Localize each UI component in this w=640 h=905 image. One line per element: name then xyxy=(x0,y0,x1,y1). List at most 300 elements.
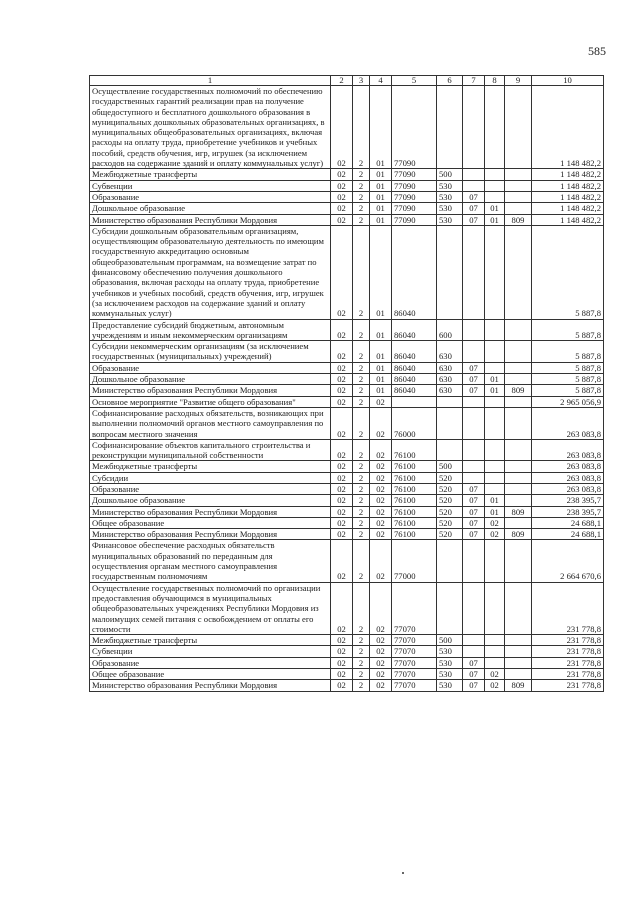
subsection-code xyxy=(485,646,505,657)
program-code: 02 xyxy=(331,517,353,528)
expense-type-code: 630 xyxy=(437,374,463,385)
column-header: 8 xyxy=(485,76,505,86)
subsection-code: 02 xyxy=(485,680,505,691)
ministry-code xyxy=(505,374,532,385)
section-code: 07 xyxy=(463,385,485,396)
section-code xyxy=(463,341,485,363)
column-header: 7 xyxy=(463,76,485,86)
program-code: 02 xyxy=(331,506,353,517)
program-code: 02 xyxy=(331,191,353,202)
event-code: 02 xyxy=(370,529,392,540)
row-description: Министерство образования Республики Мордовия xyxy=(90,680,331,691)
table-row xyxy=(90,396,604,407)
subsection-code xyxy=(485,319,505,341)
program-code: 02 xyxy=(331,203,353,214)
direction-code: 76100 xyxy=(392,439,437,461)
amount: 5 887,8 xyxy=(532,374,604,385)
section-code: 07 xyxy=(463,362,485,373)
table-row xyxy=(90,203,604,214)
amount: 263 083,8 xyxy=(532,439,604,461)
column-header: 3 xyxy=(353,76,370,86)
direction-code: 77090 xyxy=(392,86,437,169)
table-row xyxy=(90,472,604,483)
amount: 1 148 482,2 xyxy=(532,86,604,169)
subsection-code xyxy=(485,191,505,202)
ministry-code xyxy=(505,439,532,461)
event-code: 01 xyxy=(370,191,392,202)
amount: 1 148 482,2 xyxy=(532,203,604,214)
section-code: 07 xyxy=(463,374,485,385)
event-code: 02 xyxy=(370,506,392,517)
amount: 1 148 482,2 xyxy=(532,214,604,225)
table-row xyxy=(90,407,604,439)
subprogram-code: 2 xyxy=(353,396,370,407)
table-row xyxy=(90,214,604,225)
section-code: 07 xyxy=(463,680,485,691)
program-code: 02 xyxy=(331,461,353,472)
ministry-code xyxy=(505,169,532,180)
event-code: 02 xyxy=(370,483,392,494)
expense-type-code: 630 xyxy=(437,385,463,396)
expense-type-code: 530 xyxy=(437,203,463,214)
amount: 263 083,8 xyxy=(532,483,604,494)
amount: 263 083,8 xyxy=(532,461,604,472)
scan-speck xyxy=(402,872,404,874)
subprogram-code: 2 xyxy=(353,203,370,214)
row-description: Субвенции xyxy=(90,646,331,657)
subsection-code: 02 xyxy=(485,517,505,528)
ministry-code xyxy=(505,582,532,634)
ministry-code xyxy=(505,362,532,373)
row-description: Образование xyxy=(90,483,331,494)
expense-type-code: 530 xyxy=(437,680,463,691)
program-code: 02 xyxy=(331,635,353,646)
amount: 263 083,8 xyxy=(532,472,604,483)
program-code: 02 xyxy=(331,582,353,634)
ministry-code xyxy=(505,191,532,202)
expense-type-code: 500 xyxy=(437,169,463,180)
event-code: 02 xyxy=(370,540,392,582)
direction-code xyxy=(392,396,437,407)
subsection-code xyxy=(485,407,505,439)
ministry-code xyxy=(505,483,532,494)
expense-type-code: 630 xyxy=(437,341,463,363)
ministry-code xyxy=(505,517,532,528)
subprogram-code: 2 xyxy=(353,439,370,461)
table-row xyxy=(90,374,604,385)
row-description: Субвенции xyxy=(90,180,331,191)
ministry-code xyxy=(505,203,532,214)
subprogram-code: 2 xyxy=(353,680,370,691)
subsection-code xyxy=(485,657,505,668)
expense-type-code: 530 xyxy=(437,180,463,191)
amount: 263 083,8 xyxy=(532,407,604,439)
program-code: 02 xyxy=(331,646,353,657)
table-row xyxy=(90,646,604,657)
amount: 5 887,8 xyxy=(532,341,604,363)
subsection-code: 01 xyxy=(485,385,505,396)
direction-code: 76100 xyxy=(392,461,437,472)
subprogram-code: 2 xyxy=(353,517,370,528)
amount: 238 395,7 xyxy=(532,495,604,506)
row-description: Межбюджетные трансферты xyxy=(90,635,331,646)
section-code: 07 xyxy=(463,529,485,540)
direction-code: 77090 xyxy=(392,191,437,202)
ministry-code xyxy=(505,646,532,657)
ministry-code xyxy=(505,396,532,407)
event-code: 01 xyxy=(370,385,392,396)
program-code: 02 xyxy=(331,180,353,191)
event-code: 02 xyxy=(370,669,392,680)
row-description: Министерство образования Республики Мордовия xyxy=(90,385,331,396)
subprogram-code: 2 xyxy=(353,225,370,319)
amount: 24 688,1 xyxy=(532,529,604,540)
program-code: 02 xyxy=(331,341,353,363)
amount: 1 148 482,2 xyxy=(532,169,604,180)
subprogram-code: 2 xyxy=(353,506,370,517)
subsection-code: 01 xyxy=(485,506,505,517)
direction-code: 77070 xyxy=(392,669,437,680)
subsection-code xyxy=(485,582,505,634)
ministry-code xyxy=(505,180,532,191)
column-header: 10 xyxy=(532,76,604,86)
ministry-code xyxy=(505,472,532,483)
subsection-code xyxy=(485,341,505,363)
subprogram-code: 2 xyxy=(353,646,370,657)
amount: 1 148 482,2 xyxy=(532,191,604,202)
table-row xyxy=(90,86,604,169)
program-code: 02 xyxy=(331,529,353,540)
row-description: Дошкольное образование xyxy=(90,374,331,385)
direction-code: 86040 xyxy=(392,374,437,385)
program-code: 02 xyxy=(331,669,353,680)
event-code: 01 xyxy=(370,169,392,180)
section-code: 07 xyxy=(463,517,485,528)
event-code: 02 xyxy=(370,657,392,668)
table-row xyxy=(90,529,604,540)
table-row xyxy=(90,191,604,202)
program-code: 02 xyxy=(331,169,353,180)
expense-type-code xyxy=(437,86,463,169)
row-description: Финансовое обеспечение расходных обязательств муниципальных образований по переданным для осуществления органам местного самоуправления государственным полномочиям xyxy=(90,540,331,582)
expense-type-code xyxy=(437,540,463,582)
event-code: 02 xyxy=(370,407,392,439)
direction-code: 76100 xyxy=(392,472,437,483)
direction-code: 76100 xyxy=(392,495,437,506)
section-code xyxy=(463,180,485,191)
subsection-code xyxy=(485,225,505,319)
subsection-code: 01 xyxy=(485,374,505,385)
row-description: Софинансирование объектов капитального строительства и реконструкции муниципальной собственности xyxy=(90,439,331,461)
row-description: Софинансирование расходных обязательств, возникающих при выполнении полномочий органов местного самоуправления по вопросам местного значения xyxy=(90,407,331,439)
subprogram-code: 2 xyxy=(353,341,370,363)
subprogram-code: 2 xyxy=(353,582,370,634)
event-code: 02 xyxy=(370,439,392,461)
expense-type-code: 520 xyxy=(437,483,463,494)
table-row xyxy=(90,540,604,582)
section-code xyxy=(463,461,485,472)
section-code xyxy=(463,472,485,483)
column-header: 6 xyxy=(437,76,463,86)
row-description: Межбюджетные трансферты xyxy=(90,169,331,180)
expense-type-code: 630 xyxy=(437,362,463,373)
amount: 231 778,8 xyxy=(532,582,604,634)
column-header: 5 xyxy=(392,76,437,86)
event-code: 01 xyxy=(370,203,392,214)
expense-type-code: 520 xyxy=(437,529,463,540)
event-code: 02 xyxy=(370,495,392,506)
amount: 5 887,8 xyxy=(532,319,604,341)
expense-type-code: 530 xyxy=(437,646,463,657)
direction-code: 86040 xyxy=(392,341,437,363)
row-description: Субсидии xyxy=(90,472,331,483)
direction-code: 77070 xyxy=(392,582,437,634)
subprogram-code: 2 xyxy=(353,180,370,191)
table-row xyxy=(90,680,604,691)
table-row xyxy=(90,385,604,396)
row-description: Министерство образования Республики Мордовия xyxy=(90,214,331,225)
table-row xyxy=(90,180,604,191)
subprogram-code: 2 xyxy=(353,540,370,582)
ministry-code: 809 xyxy=(505,680,532,691)
subsection-code xyxy=(485,362,505,373)
subsection-code xyxy=(485,396,505,407)
row-description: Субсидии некоммерческим организациям (за исключением государственных (муниципальных) учреждений) xyxy=(90,341,331,363)
subprogram-code: 2 xyxy=(353,169,370,180)
direction-code: 77090 xyxy=(392,203,437,214)
expense-type-code: 520 xyxy=(437,517,463,528)
table-row xyxy=(90,669,604,680)
program-code: 02 xyxy=(331,472,353,483)
program-code: 02 xyxy=(331,362,353,373)
subsection-code: 02 xyxy=(485,529,505,540)
expense-type-code xyxy=(437,407,463,439)
expense-type-code: 500 xyxy=(437,461,463,472)
ministry-code xyxy=(505,495,532,506)
budget-table xyxy=(89,75,604,692)
direction-code: 77070 xyxy=(392,635,437,646)
program-code: 02 xyxy=(331,407,353,439)
event-code: 02 xyxy=(370,646,392,657)
section-code xyxy=(463,319,485,341)
ministry-code xyxy=(505,657,532,668)
direction-code: 77090 xyxy=(392,180,437,191)
row-description: Образование xyxy=(90,362,331,373)
amount: 231 778,8 xyxy=(532,635,604,646)
amount: 238 395,7 xyxy=(532,506,604,517)
amount: 24 688,1 xyxy=(532,517,604,528)
event-code: 01 xyxy=(370,214,392,225)
event-code: 01 xyxy=(370,225,392,319)
direction-code: 76100 xyxy=(392,483,437,494)
row-description: Общее образование xyxy=(90,517,331,528)
subprogram-code: 2 xyxy=(353,374,370,385)
direction-code: 86040 xyxy=(392,225,437,319)
row-description: Субсидии дошкольным образовательным организациям, осуществляющим образовательную деятельность по имеющим государственную аккредитацию основным общеобразовательным программам, на возмещение затрат по финансовому обеспечению получения дошкольного образования, включая расходы на оплату труда, приобретение учебников и учебных пособий, средств обучения, игр, игрушек (за исключением расходов на содержание зданий и оплату коммунальных услуг) xyxy=(90,225,331,319)
ministry-code xyxy=(505,319,532,341)
table-row xyxy=(90,319,604,341)
subsection-code xyxy=(485,483,505,494)
ministry-code: 809 xyxy=(505,506,532,517)
subprogram-code: 2 xyxy=(353,472,370,483)
direction-code: 86040 xyxy=(392,385,437,396)
table-row xyxy=(90,657,604,668)
direction-code: 76100 xyxy=(392,529,437,540)
program-code: 02 xyxy=(331,439,353,461)
program-code: 02 xyxy=(331,483,353,494)
subsection-code xyxy=(485,86,505,169)
direction-code: 77090 xyxy=(392,214,437,225)
ministry-code xyxy=(505,86,532,169)
amount: 2 965 056,9 xyxy=(532,396,604,407)
ministry-code xyxy=(505,635,532,646)
subsection-code xyxy=(485,635,505,646)
column-header: 9 xyxy=(505,76,532,86)
amount: 2 664 670,6 xyxy=(532,540,604,582)
expense-type-code xyxy=(437,225,463,319)
amount: 5 887,8 xyxy=(532,362,604,373)
ministry-code: 809 xyxy=(505,385,532,396)
ministry-code xyxy=(505,341,532,363)
program-code: 02 xyxy=(331,225,353,319)
table-row xyxy=(90,439,604,461)
subprogram-code: 2 xyxy=(353,461,370,472)
table-row xyxy=(90,506,604,517)
row-description: Дошкольное образование xyxy=(90,203,331,214)
section-code xyxy=(463,407,485,439)
section-code: 07 xyxy=(463,214,485,225)
table-row xyxy=(90,517,604,528)
subsection-code: 01 xyxy=(485,495,505,506)
program-code: 02 xyxy=(331,657,353,668)
row-description: Осуществление государственных полномочий по организации предоставления обучающимся в муниципальных общеобразовательных учреждениях Республики Мордовия из малоимущих семей питания с освобождением от оплаты его стоимости xyxy=(90,582,331,634)
direction-code: 77070 xyxy=(392,657,437,668)
section-code: 07 xyxy=(463,669,485,680)
row-description: Дошкольное образование xyxy=(90,495,331,506)
table-row xyxy=(90,362,604,373)
event-code: 01 xyxy=(370,362,392,373)
section-code: 07 xyxy=(463,203,485,214)
section-code xyxy=(463,225,485,319)
program-code: 02 xyxy=(331,385,353,396)
section-code xyxy=(463,540,485,582)
direction-code: 77090 xyxy=(392,169,437,180)
page-number: 585 xyxy=(588,44,606,58)
direction-code: 86040 xyxy=(392,319,437,341)
section-code: 07 xyxy=(463,506,485,517)
event-code: 01 xyxy=(370,374,392,385)
expense-type-code: 530 xyxy=(437,214,463,225)
section-code: 07 xyxy=(463,191,485,202)
program-code: 02 xyxy=(331,680,353,691)
section-code xyxy=(463,86,485,169)
expense-type-code: 530 xyxy=(437,669,463,680)
table-row xyxy=(90,495,604,506)
event-code: 01 xyxy=(370,180,392,191)
expense-type-code: 530 xyxy=(437,191,463,202)
event-code: 02 xyxy=(370,396,392,407)
row-description: Министерство образования Республики Мордовия xyxy=(90,529,331,540)
event-code: 02 xyxy=(370,472,392,483)
subprogram-code: 2 xyxy=(353,407,370,439)
expense-type-code: 520 xyxy=(437,495,463,506)
expense-type-code xyxy=(437,439,463,461)
subsection-code xyxy=(485,472,505,483)
amount: 231 778,8 xyxy=(532,657,604,668)
table-row xyxy=(90,582,604,634)
subsection-code xyxy=(485,461,505,472)
row-description: Осуществление государственных полномочий по обеспечению государственных гарантий реализации прав на получение общедоступного и бесплатного дошкольного образования в муниципальных дошкольных образовательных организациях, в муниципальных общеобразовательных организациях, включая расходы на оплату труда, приобретение учебников и учебных пособий, средств обучения, игр, игрушек (за исключением расходов на содержание зданий и оплату коммунальных услуг) xyxy=(90,86,331,169)
event-code: 01 xyxy=(370,319,392,341)
ministry-code: 809 xyxy=(505,529,532,540)
section-code xyxy=(463,396,485,407)
program-code: 02 xyxy=(331,396,353,407)
event-code: 02 xyxy=(370,635,392,646)
section-code xyxy=(463,646,485,657)
ministry-code: 809 xyxy=(505,214,532,225)
subprogram-code: 2 xyxy=(353,495,370,506)
subsection-code xyxy=(485,439,505,461)
program-code: 02 xyxy=(331,495,353,506)
event-code: 02 xyxy=(370,461,392,472)
program-code: 02 xyxy=(331,540,353,582)
amount: 5 887,8 xyxy=(532,225,604,319)
row-description: Общее образование xyxy=(90,669,331,680)
subprogram-code: 2 xyxy=(353,529,370,540)
ministry-code xyxy=(505,225,532,319)
subprogram-code: 2 xyxy=(353,657,370,668)
program-code: 02 xyxy=(331,319,353,341)
direction-code: 77070 xyxy=(392,680,437,691)
subsection-code: 01 xyxy=(485,203,505,214)
direction-code: 77000 xyxy=(392,540,437,582)
direction-code: 77070 xyxy=(392,646,437,657)
event-code: 02 xyxy=(370,680,392,691)
expense-type-code: 530 xyxy=(437,657,463,668)
event-code: 01 xyxy=(370,341,392,363)
column-header: 2 xyxy=(331,76,353,86)
ministry-code xyxy=(505,407,532,439)
row-description: Образование xyxy=(90,657,331,668)
direction-code: 76000 xyxy=(392,407,437,439)
expense-type-code: 520 xyxy=(437,506,463,517)
ministry-code xyxy=(505,461,532,472)
subprogram-code: 2 xyxy=(353,483,370,494)
row-description: Министерство образования Республики Мордовия xyxy=(90,506,331,517)
section-code: 07 xyxy=(463,657,485,668)
subprogram-code: 2 xyxy=(353,319,370,341)
program-code: 02 xyxy=(331,214,353,225)
amount: 231 778,8 xyxy=(532,680,604,691)
subprogram-code: 2 xyxy=(353,191,370,202)
amount: 231 778,8 xyxy=(532,646,604,657)
section-code xyxy=(463,439,485,461)
event-code: 01 xyxy=(370,86,392,169)
amount: 5 887,8 xyxy=(532,385,604,396)
subsection-code xyxy=(485,169,505,180)
program-code: 02 xyxy=(331,374,353,385)
subprogram-code: 2 xyxy=(353,86,370,169)
direction-code: 86040 xyxy=(392,362,437,373)
event-code: 02 xyxy=(370,517,392,528)
section-code: 07 xyxy=(463,483,485,494)
table-row xyxy=(90,169,604,180)
subprogram-code: 2 xyxy=(353,669,370,680)
table-row xyxy=(90,341,604,363)
subsection-code: 02 xyxy=(485,669,505,680)
ministry-code xyxy=(505,669,532,680)
amount: 1 148 482,2 xyxy=(532,180,604,191)
